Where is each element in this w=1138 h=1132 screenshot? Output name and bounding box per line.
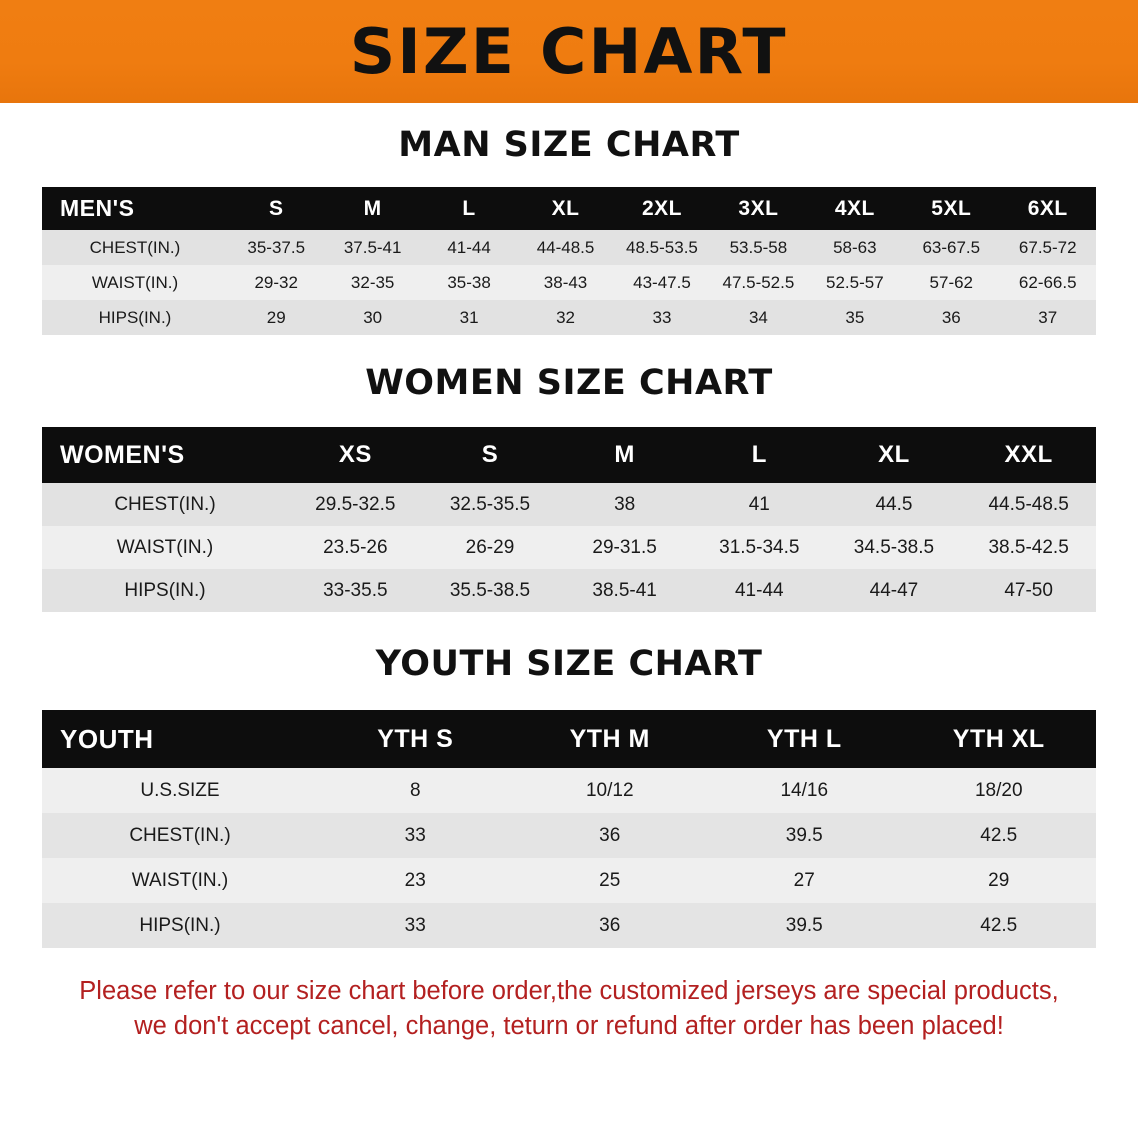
man-column-header: 4XL [834, 196, 875, 220]
man-cell: 37 [1038, 307, 1058, 327]
table-row [42, 526, 1096, 569]
women-size-table [42, 427, 1096, 612]
women-cell: 44.5 [875, 493, 913, 515]
youth-header-label: YOUTH [60, 723, 154, 754]
youth-column-header: YTH XL [952, 724, 1045, 753]
women-cell: 44.5-48.5 [988, 493, 1069, 515]
man-section-title: MAN SIZE CHART [398, 125, 740, 165]
man-cell: 58-63 [833, 237, 877, 257]
youth-section-title: YOUTH SIZE CHART [375, 644, 763, 684]
women-column-header: XS [338, 441, 372, 468]
disclaimer-note [39, 974, 1099, 1044]
man-cell: 43-47.5 [633, 272, 691, 292]
man-row-label: HIPS(IN.) [98, 307, 172, 327]
women-cell: 41-44 [734, 579, 784, 601]
disclaimer-line-1: Please refer to our size chart before order,the customized jerseys are special products, [79, 977, 1059, 1005]
women-cell: 26-29 [465, 536, 515, 558]
disclaimer-line-2: we don't accept cancel, change, teturn or refund after order has been placed! [134, 1012, 1004, 1041]
man-cell: 37.5-41 [343, 237, 402, 257]
man-cell: 35 [845, 307, 865, 327]
banner [0, 0, 1138, 103]
women-column-header: XXL [1004, 441, 1053, 468]
man-cell: 34 [748, 307, 768, 327]
man-cell: 52.5-57 [826, 272, 884, 292]
youth-size-table [42, 710, 1096, 948]
man-cell: 29 [266, 307, 286, 327]
women-column-header: S [481, 441, 499, 468]
table-row [42, 858, 1096, 903]
youth-cell: 39.5 [785, 914, 823, 936]
man-cell: 36 [941, 307, 961, 327]
women-cell: 38.5-42.5 [988, 536, 1069, 558]
table-row [42, 300, 1096, 335]
women-cell: 41 [748, 493, 770, 515]
table-row [42, 230, 1096, 265]
women-cell: 32.5-35.5 [449, 493, 531, 515]
man-cell: 32 [556, 307, 575, 327]
youth-cell: 39.5 [785, 824, 823, 846]
women-section-title: WOMEN SIZE CHART [365, 363, 773, 403]
women-row-label: HIPS(IN.) [124, 579, 206, 601]
table-row [42, 768, 1096, 813]
youth-cell: 33 [404, 914, 426, 936]
women-header-row [42, 427, 1096, 483]
youth-cell: 8 [409, 779, 421, 801]
man-column-header: 3XL [738, 196, 779, 220]
women-size-table-wrap [42, 427, 1096, 612]
women-cell: 29.5-32.5 [315, 493, 396, 515]
women-cell: 47-50 [1004, 579, 1053, 601]
man-header-label: MEN'S [60, 195, 135, 221]
table-row [42, 903, 1096, 948]
man-column-header: L [462, 196, 476, 220]
man-cell: 41-44 [447, 237, 491, 257]
youth-table-head [42, 710, 1096, 768]
man-cell: 63-67.5 [922, 237, 981, 257]
table-row [42, 483, 1096, 526]
man-cell: 38-43 [543, 272, 588, 292]
man-cell: 53.5-58 [729, 237, 788, 257]
youth-cell: 36 [599, 824, 621, 846]
man-cell: 62-66.5 [1018, 272, 1077, 292]
youth-row-label: WAIST(IN.) [131, 869, 229, 891]
women-cell: 23.5-26 [323, 536, 388, 558]
man-size-table [42, 187, 1096, 335]
man-cell: 67.5-72 [1018, 237, 1077, 257]
man-cell: 30 [363, 307, 383, 327]
youth-header-row [42, 710, 1096, 768]
women-table-head [42, 427, 1096, 483]
women-cell: 34.5-38.5 [853, 536, 935, 558]
man-size-table-wrap [42, 187, 1096, 335]
man-cell: 57-62 [929, 272, 974, 292]
man-column-header: XL [551, 196, 580, 220]
youth-cell: 18/20 [974, 779, 1023, 801]
youth-column-header: YTH L [766, 724, 842, 753]
women-row-label: CHEST(IN.) [114, 493, 216, 515]
youth-row-label: CHEST(IN.) [129, 824, 231, 846]
youth-row-label: HIPS(IN.) [139, 914, 221, 936]
youth-cell: 42.5 [980, 824, 1018, 846]
youth-row-label: U.S.SIZE [140, 779, 220, 801]
youth-column-header: YTH M [569, 724, 650, 753]
man-row-label: CHEST(IN.) [89, 237, 181, 257]
man-cell: 44-48.5 [536, 237, 595, 257]
table-row [42, 569, 1096, 612]
women-cell: 29-31.5 [592, 536, 657, 558]
women-cell: 44-47 [869, 579, 919, 601]
women-cell: 35.5-38.5 [449, 579, 531, 601]
youth-column-header: YTH S [377, 724, 454, 753]
women-cell: 38.5-41 [592, 579, 657, 601]
youth-cell: 25 [599, 869, 621, 891]
women-column-header: L [751, 441, 767, 468]
man-cell: 29-32 [254, 272, 298, 292]
youth-size-table-wrap [42, 710, 1096, 948]
page-title: SIZE CHART [350, 14, 788, 88]
man-row-label: WAIST(IN.) [91, 272, 179, 292]
youth-cell: 42.5 [980, 914, 1018, 936]
youth-cell: 10/12 [585, 779, 634, 801]
women-cell: 33-35.5 [323, 579, 388, 601]
man-table-body [42, 230, 1096, 335]
man-table-head [42, 187, 1096, 230]
table-row [42, 813, 1096, 858]
youth-cell: 23 [404, 869, 426, 891]
table-row [42, 265, 1096, 300]
youth-table-body [42, 768, 1096, 948]
man-cell: 35-37.5 [247, 237, 306, 257]
youth-cell: 29 [988, 869, 1010, 891]
youth-cell: 33 [404, 824, 426, 846]
man-column-header: 5XL [931, 196, 972, 220]
man-cell: 35-38 [447, 272, 491, 292]
man-column-header: 6XL [1027, 196, 1068, 220]
youth-cell: 14/16 [780, 779, 829, 801]
man-column-header: 2XL [641, 196, 682, 220]
youth-cell: 27 [793, 869, 815, 891]
man-header-row [42, 187, 1096, 230]
man-column-header: M [363, 196, 382, 220]
women-table-body [42, 483, 1096, 612]
women-column-header: XL [878, 441, 910, 468]
women-cell: 38 [614, 493, 636, 515]
man-cell: 32-35 [350, 272, 395, 292]
women-cell: 31.5-34.5 [719, 536, 800, 558]
women-row-label: WAIST(IN.) [116, 536, 214, 558]
man-cell: 33 [652, 307, 672, 327]
women-header-label: WOMEN'S [60, 440, 185, 469]
youth-cell: 36 [599, 914, 621, 936]
women-column-header: M [614, 441, 635, 468]
man-cell: 47.5-52.5 [722, 272, 795, 292]
man-column-header: S [268, 196, 284, 220]
man-cell: 31 [459, 307, 479, 327]
man-cell: 48.5-53.5 [626, 237, 698, 257]
